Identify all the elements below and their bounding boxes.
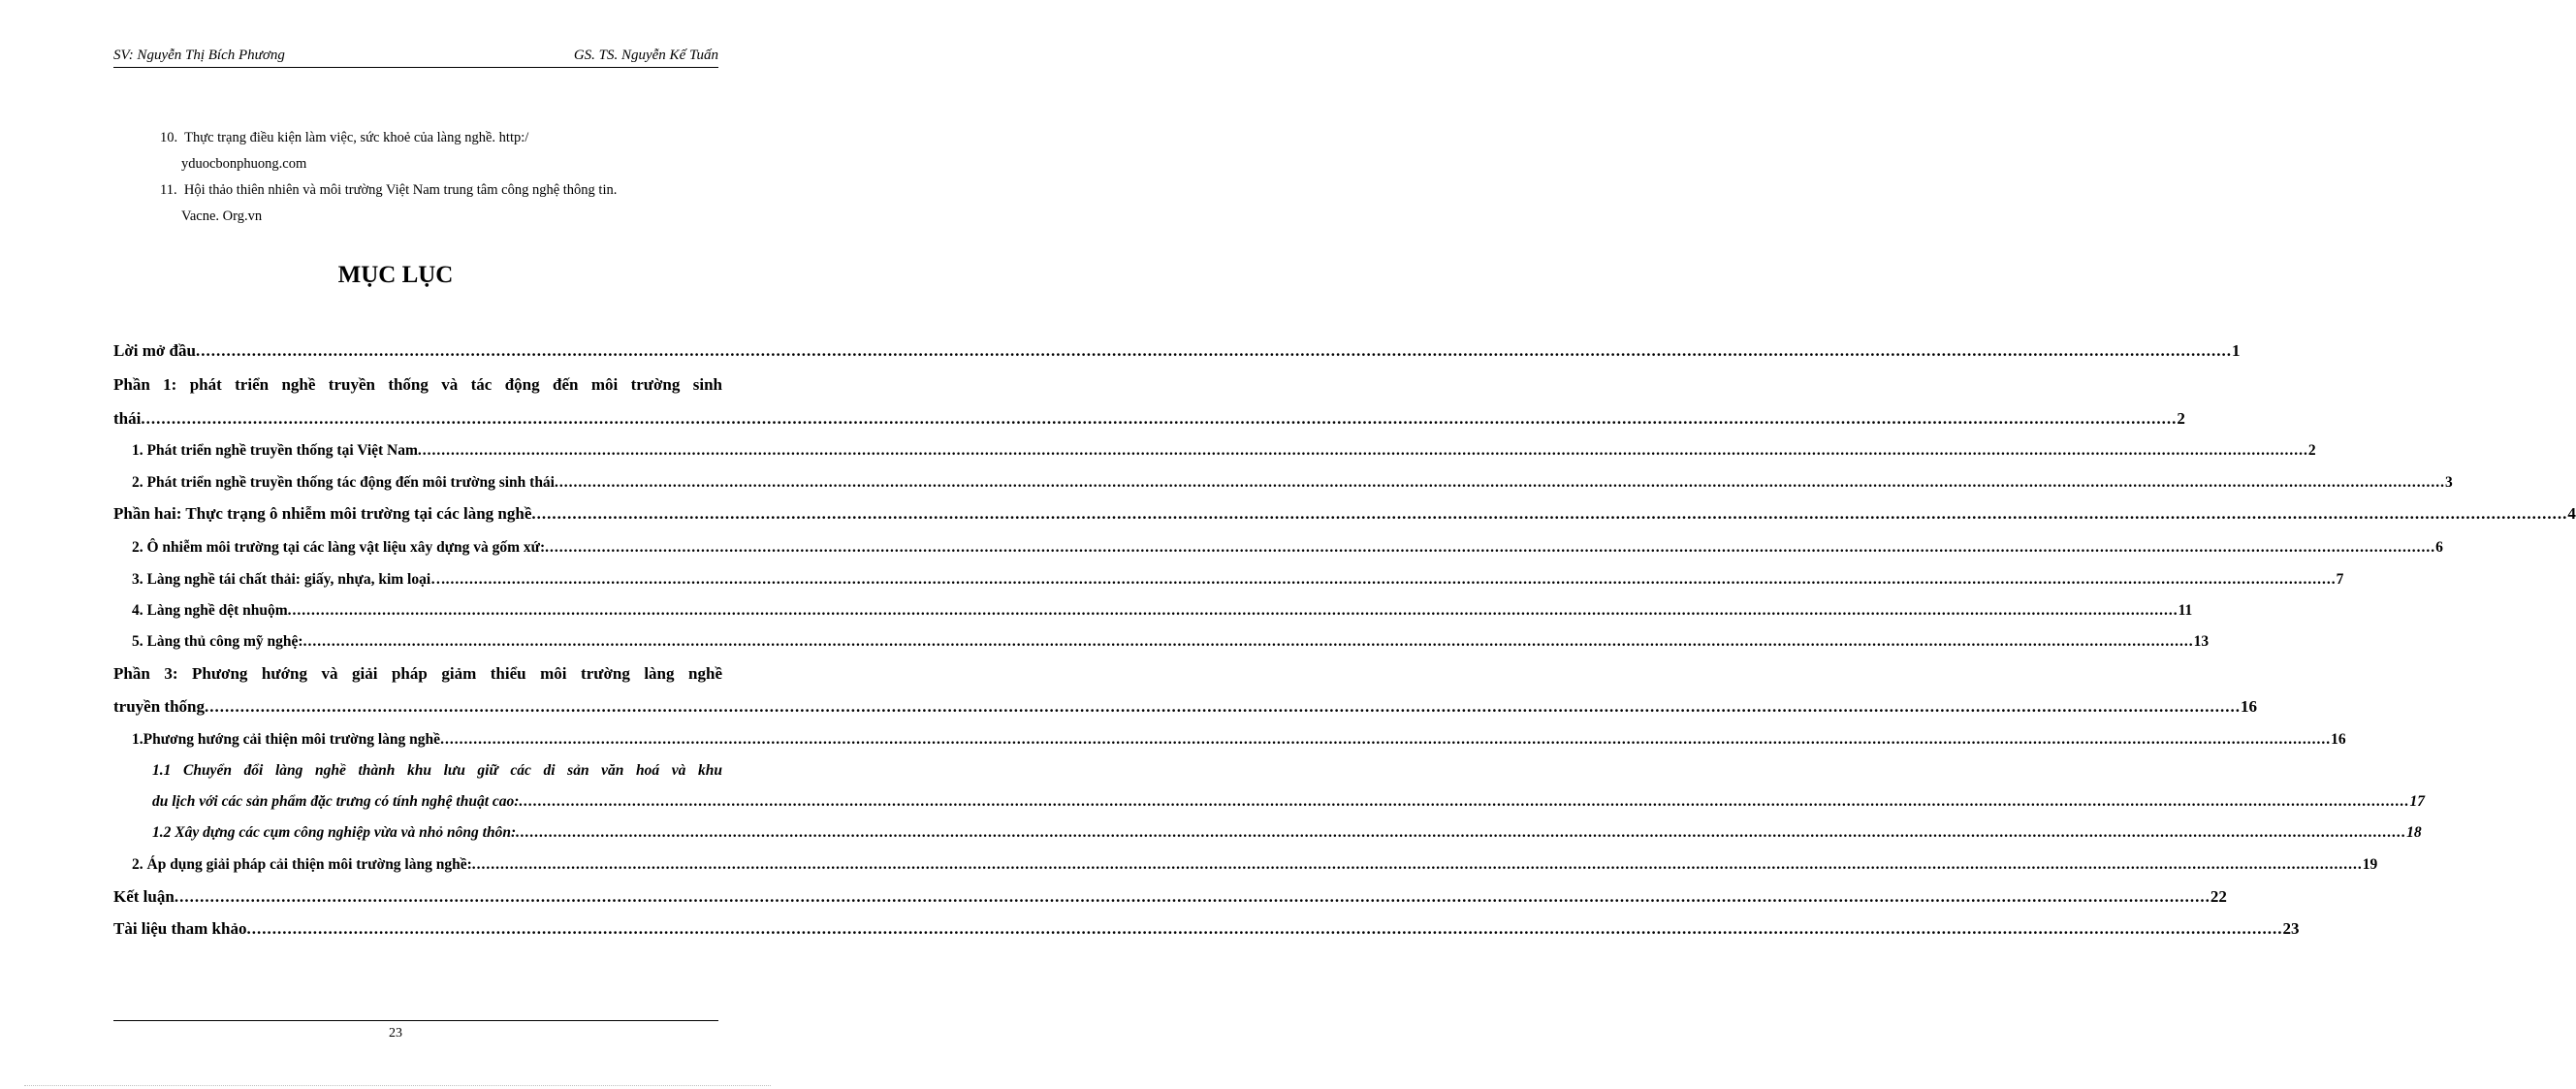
toc-entry-text: 4. Làng nghề dệt nhuộm [132, 602, 288, 619]
toc-entry-text: 2. Áp dụng giải pháp cải thiện môi trường làng nghề: [132, 856, 472, 873]
toc-entry [113, 341, 2241, 367]
toc-entry-text: Phần 3: Phương hướng và giải pháp giảm thiểu môi trường làng nghề [113, 664, 722, 683]
toc-entry [132, 539, 2443, 564]
toc-entry [113, 887, 2227, 913]
toc-entry-text: 1.1 Chuyển đổi làng nghề thành khu lưu giữ các di sản văn hoá và khu [152, 762, 722, 779]
header-supervisor: GS. TS. Nguyễn Kế Tuấn [573, 48, 718, 63]
toc-leader: ................................................................................................................................................................................................................................................................................................................................................................................................................ [204, 697, 2241, 716]
toc-leader: ................................................................................................................................................................................................................................................................................................................................................................................................................ [445, 571, 2337, 588]
toc-leader: ................................................................................................................................................................................................................................................................................................................................................................................................................ [516, 824, 2407, 841]
toc-entry-text: 1. Phát triển nghề truyền thống tại Việt Nam [132, 442, 418, 459]
toc-page-number: 11 [2178, 602, 2193, 619]
toc-leader: ................................................................................................................................................................................................................................................................................................................................................................................................................ [471, 856, 2363, 873]
reference-number: 11. [160, 182, 177, 198]
toc-page-number: 16 [2240, 697, 2257, 716]
toc-page-number: 18 [2406, 824, 2422, 841]
toc-entry [152, 824, 2422, 849]
toc-entry-text: Tài liệu tham khảo [113, 919, 247, 938]
toc-entry [113, 919, 2300, 945]
toc-entry-text: du lịch với các sản phẩm đặc trưng có tính nghệ thuật cao: [152, 793, 520, 810]
toc-title: MỤC LỤC [337, 262, 454, 288]
toc-page-number: 2 [2307, 442, 2316, 459]
toc-page-number: 3 [2445, 474, 2453, 491]
toc-entry [132, 571, 2344, 596]
reference-item [160, 130, 528, 146]
page-number: 23 [389, 1026, 402, 1041]
toc-leader: ................................................................................................................................................................................................................................................................................................................................................................................................................ [246, 919, 2283, 938]
toc-entry-text: Phần hai: Thực trạng ô nhiễm môi trường tại các làng nghề [113, 504, 532, 523]
toc-entry [113, 697, 2257, 722]
toc-page-number: 13 [2193, 633, 2210, 650]
toc-leader: ................................................................................................................................................................................................................................................................................................................................................................................................................ [531, 504, 2568, 523]
toc-entry-text: Phần 1: phát triển nghề truyền thống và tác động đến môi trường sinh [113, 375, 722, 394]
toc-entry-text: 1.2 Xây dựng các cụm công nghiệp vừa và nhỏ nông thôn: [152, 824, 517, 841]
toc-page-number: 6 [2435, 539, 2443, 556]
toc-entry-text: 1.Phương hướng cải thiện môi trường làng nghề [132, 731, 441, 748]
header-student: SV: Nguyễn Thị Bích Phương [113, 48, 285, 63]
toc-leader: ................................................................................................................................................................................................................................................................................................................................................................................................................ [287, 602, 2178, 619]
toc-page-number: 17 [2409, 793, 2425, 810]
toc-entry-text: truyền thống [113, 697, 205, 716]
toc-leader: ................................................................................................................................................................................................................................................................................................................................................................................................................ [545, 539, 2436, 556]
toc-page-number: 19 [2362, 856, 2378, 873]
reference-text: Thực trạng điều kiện làm việc, sức khoẻ của làng nghề. http:/ [184, 130, 529, 145]
toc-entry-text: 2. Ô nhiễm môi trường tại các làng vật liệu xây dựng và gốm xứ: [132, 539, 546, 556]
toc-entry-text: 5. Làng thủ công mỹ nghệ: [132, 633, 303, 650]
toc-leader: ................................................................................................................................................................................................................................................................................................................................................................................................................ [302, 633, 2194, 650]
page-header [113, 48, 718, 68]
toc-page-number: 23 [2282, 919, 2300, 938]
toc-entry [152, 793, 2425, 818]
toc-page-number: 22 [2210, 887, 2227, 906]
toc-leader: ................................................................................................................................................................................................................................................................................................................................................................................................................ [440, 731, 2332, 748]
toc-page-number: 1 [2231, 341, 2241, 360]
toc-leader: ................................................................................................................................................................................................................................................................................................................................................................................................................ [174, 887, 2210, 906]
toc-page-number: 16 [2331, 731, 2346, 748]
toc-page-number: 4 [2567, 504, 2576, 523]
toc-entry-text: Kết luận [113, 887, 175, 906]
toc-entry-text: 2. Phát triển nghề truyền thống tác động đến môi trường sinh thái [132, 474, 555, 491]
toc-page-number: 2 [2177, 409, 2185, 428]
toc-leader: ................................................................................................................................................................................................................................................................................................................................................................................................................ [417, 442, 2308, 459]
reference-text-cont: yduocbonphuong.com [181, 156, 307, 172]
toc-entry [132, 442, 2316, 467]
reference-item [160, 182, 617, 199]
toc-entry-text: thái [113, 409, 142, 428]
toc-leader: ................................................................................................................................................................................................................................................................................................................................................................................................................ [519, 793, 2410, 810]
reference-number: 10. [160, 130, 178, 145]
reference-text-cont: Vacne. Org.vn [181, 208, 263, 224]
toc-entry [132, 856, 2378, 881]
toc-entry [132, 633, 2210, 658]
toc-entry [132, 731, 2346, 756]
toc-leader: ................................................................................................................................................................................................................................................................................................................................................................................................................ [141, 409, 2178, 428]
toc-entry-text: 3. Làng nghề tái chất thải: giấy, nhựa, kim loại… [132, 571, 446, 588]
toc-page-number: 7 [2336, 571, 2344, 588]
toc-leader: ................................................................................................................................................................................................................................................................................................................................................................................................................ [555, 474, 2445, 491]
toc-entry-text: Lời mở đầu [113, 341, 196, 360]
toc-entry [132, 602, 2193, 627]
toc-entry [113, 409, 2185, 434]
page-edge-divider [24, 1085, 771, 1086]
reference-text: Hội thảo thiên nhiên và môi trường Việt Nam trung tâm công nghệ thông tin. [183, 182, 618, 198]
toc-entry [113, 504, 2576, 529]
toc-entry [132, 474, 2453, 499]
footer-rule [113, 1020, 718, 1021]
toc-leader: ................................................................................................................................................................................................................................................................................................................................................................................................................ [195, 341, 2232, 360]
